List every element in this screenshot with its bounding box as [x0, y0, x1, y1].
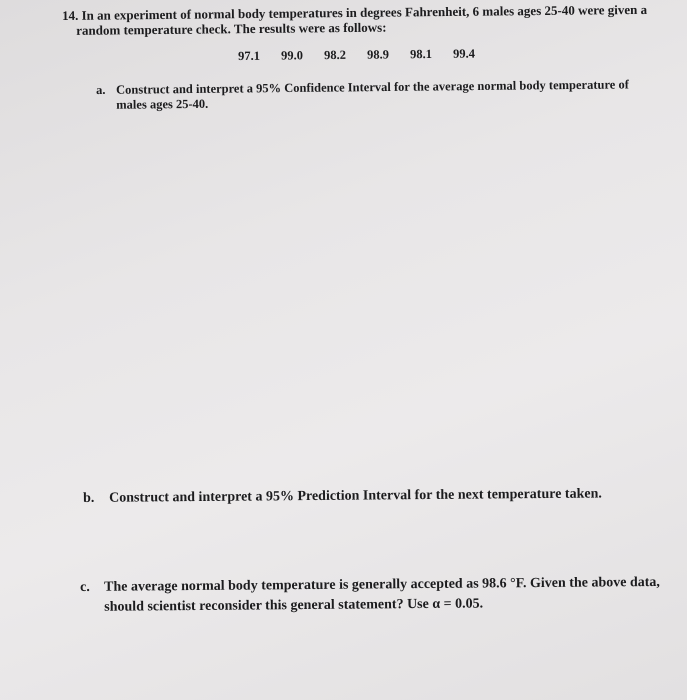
part-c-letter: c.: [80, 579, 90, 595]
part-a-question: [96, 77, 656, 113]
data-value: 99.0: [280, 48, 304, 63]
question-prompt-line-2: random temperature check. The results were as follows:: [76, 19, 387, 38]
data-value: 98.2: [323, 47, 347, 63]
part-c-text: The average normal body temperature is generally accepted as 98.6 °F. Given the above data, should scientist reconsider this general statement? Use α = 0.05.: [104, 574, 660, 615]
part-a-text: Construct and interpret a 95% Confidence Interval for the average normal body temperature of males ages 25-40.: [115, 77, 629, 112]
part-b-question: [83, 485, 663, 507]
part-b-letter: b.: [83, 490, 95, 506]
data-value: 99.4: [452, 46, 476, 61]
data-value: 97.1: [238, 48, 261, 63]
question-14-prompt: [62, 2, 662, 38]
temperature-data-list: [238, 46, 496, 64]
part-a-letter: a.: [96, 82, 106, 97]
data-value: 98.9: [366, 47, 390, 62]
data-value: 98.1: [409, 46, 433, 62]
part-c-question: [80, 573, 680, 618]
question-prompt-line-1: 14. In an experiment of normal body temperatures in degrees Fahrenheit, 6 males ages 25-40 were given a: [62, 1, 648, 23]
part-b-text: Construct and interpret a 95% Prediction Interval for the next temperature taken.: [109, 486, 602, 506]
